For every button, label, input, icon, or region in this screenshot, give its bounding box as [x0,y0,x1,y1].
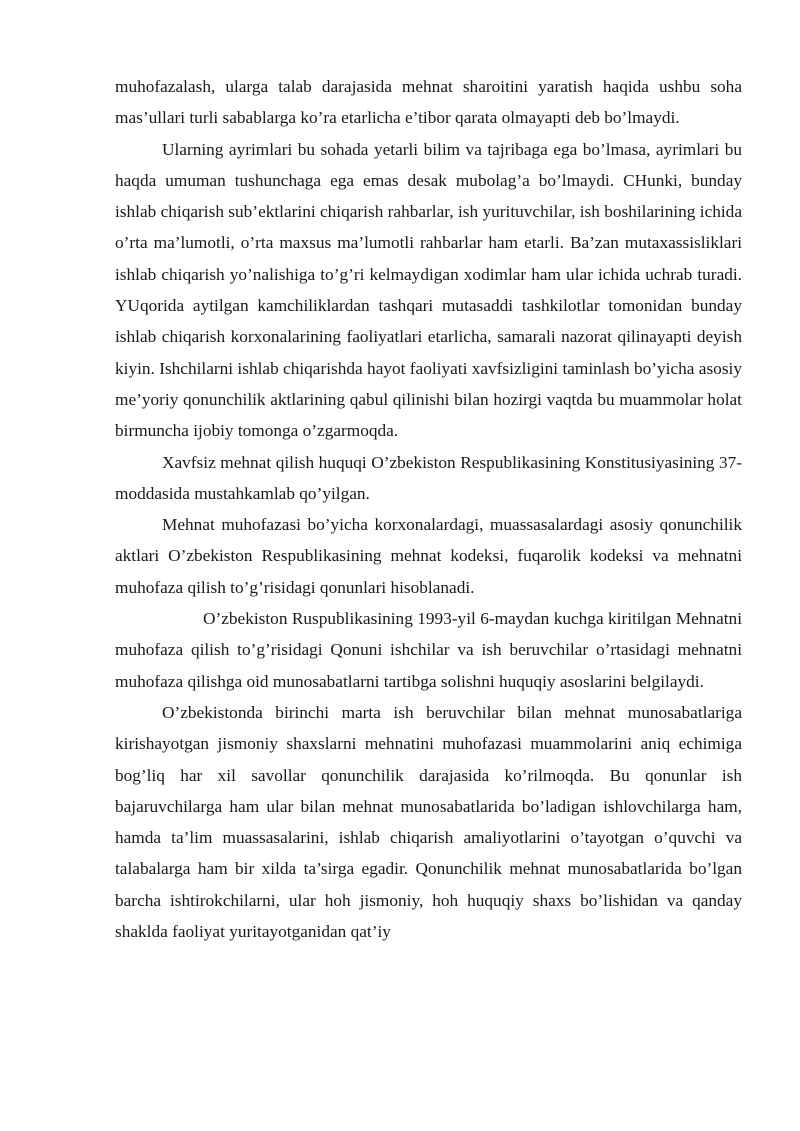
paragraph: Xavfsiz mehnat qilish huquqi O’zbekiston Respublikasining Konstitusiyasining 37-moddasida mustahkamlab qo’yilgan. [115,452,742,503]
paragraph: O’zbekiston Ruspublikasining 1993-yil 6-maydan kuchga kiritilgan Mehnatni muhofaza qilish to’g’risidagi Qonuni ishchilar va ish beruvchilar o’rtasidagi mehnatni muhofaza qilishga oid munosabatlarni tartibga solishni huquqiy asoslarini belgilaydi. [115,609,742,691]
paragraph: Ularning ayrimlari bu sohada yetarli bilim va tajribaga ega bo’lmasa, ayrimlari bu haqda umuman tushunchaga ega emas desak mubolag’a bo’lmaydi. CHunki, bunday ishlab chiqarish sub’ektlarini chiqarish rahbarlar, ish yurituvchilar, ish boshilarining ichida o’rta ma’lumotli, o’rta maxsus ma’lumotli rahbarlar ham etarli. Ba’zan mutaxassisliklari ishlab chiqarish yo’nalishiga to’g’ri kelmaydigan xodimlar ham ular ichida uchrab turadi. YUqorida aytilgan kamchiliklardan tashqari mutasaddi tashkilotlar tomonidan bunday ishlab chiqarish korxonalarining faoliyatlari etarlicha, samarali nazorat qilinayapti deyish kiyin. Ishchilarni ishlab chiqarishda hayot faoliyati xavfsizligini taminlash bo’yicha asosiy me’yoriy qonunchilik aktlarining qabul qilinishi bilan hozirgi vaqtda bu muammolar holat birmuncha ijobiy tomonga o’zgarmoqda. [115,139,742,441]
paragraph-continuation: muhofazalash, ularga talab darajasida mehnat sharoitini yaratish haqida ushbu soha mas’ullari turli sabablarga ko’ra etarlicha e’tibor qarata olmayapti deb bo’lmaydi. [115,77,742,128]
paragraph: O’zbekistonda birinchi marta ish beruvchilar bilan mehnat munosabatlariga kirishayotgan jismoniy shaxslarni mehnatini muhofazasi muammolarini aniq echimiga bog’liq har xil savollar qonunchilik darajasida ko’rilmoqda. Bu qonunlar ish bajaruvchilarga ham ular bilan mehnat munosabatlarida bo’ladigan ishlovchilarga ham, hamda ta’lim muassasalarini, ishlab chiqarish amaliyotlarini o’tayotgan o’quvchi va talabalarga ham bir xilda ta’sirga egadir. Qonunchilik mehnat munosabatlarida bo’lgan barcha ishtirokchilarni, ular hoh jismoniy, hoh huquqiy shaxs bo’lishidan va qanday shaklda faoliyat yuritayotganidan qat’iy [115,702,742,942]
paragraph: Mehnat muhofazasi bo’yicha korxonalardagi, muassasalardagi asosiy qonunchilik aktlari O’zbekiston Respublikasining mehnat kodeksi, fuqarolik kodeksi va mehnatni muhofaza qilish to’g’risidagi qonunlari hisoblanadi. [115,515,742,597]
document-body [115,71,742,947]
